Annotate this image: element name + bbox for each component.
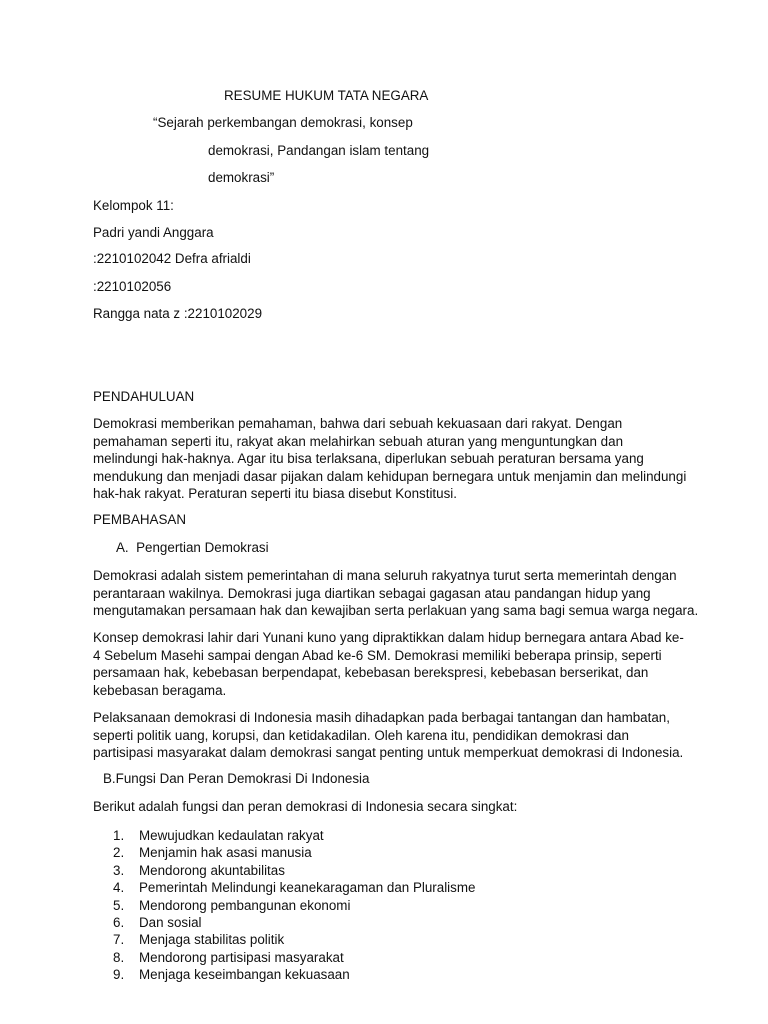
paragraph-line: Demokrasi memberikan pemahaman, bahwa dari sebuah kekuasaan dari rakyat. Dengan [93,416,623,431]
group-member: Rangga nata z :2210102029 [93,306,263,321]
list-item [113,931,475,948]
section-heading-discussion: PEMBAHASAN [93,512,187,527]
paragraph-line: partisipasi masyarakat dalam demokrasi sangat penting untuk memperkuat demokrasi di Indonesia. [93,745,684,760]
functions-list [113,827,475,984]
subtitle-line: “Sejarah perkembangan demokrasi, konsep [153,115,413,130]
subtitle-line: demokrasi, Pandangan islam tentang [208,143,430,158]
paragraph-line: hak-hak rakyat. Peraturan seperti itu biasa disebut Konstitusi. [93,486,457,501]
list-item [113,879,475,896]
paragraph-line: perantaraan wakilnya. Demokrasi juga diartikan sebagai gagasan atau pandangan hidup yang [93,585,651,601]
subsection-heading-b: B.Fungsi Dan Peran Demokrasi Di Indonesia [103,771,370,786]
list-item [113,827,475,844]
paragraph-line: melindungi hak-haknya. Agar itu bisa terlaksana, diperlukan sebuah peraturan bersama yang [93,451,644,466]
list-item [113,966,475,983]
intro-paragraph [93,415,687,503]
list-item [113,862,475,879]
paragraph-line: pemahaman seperti itu, rakyat akan melahirkan sebuah aturan yang menguntungkan dan [93,433,624,449]
list-number: 8. [113,949,125,965]
list-text: Mewujudkan kedaulatan rakyat [139,828,324,843]
section-b-intro: Berikut adalah fungsi dan peran demokrasi di Indonesia secara singkat: [93,799,518,814]
list-number: 5. [113,897,125,913]
list-number: 3. [113,862,125,878]
paragraph-line: seperti politik uang, korupsi, dan ketidakadilan. Oleh karena itu, pendidikan demokrasi dan [93,727,629,743]
list-text: Mendorong akuntabilitas [139,862,285,878]
paragraph-line: Pelaksanaan demokrasi di Indonesia masih dihadapkan pada berbagai tantangan dan hambatan, [93,710,670,725]
list-item [113,914,475,931]
paragraph-line: persamaan hak, kebebasan berpendapat, kebebasan berekspresi, kebebasan berserikat, dan [93,665,649,680]
group-member: Padri yandi Anggara [93,225,214,240]
document-title: RESUME HUKUM TATA NEGARA [224,88,429,103]
list-text: Menjaga stabilitas politik [139,932,285,948]
list-item [113,897,475,914]
list-number: 7. [113,932,125,948]
paragraph-line: 4 Sebelum Masehi sampai dengan Abad ke-6 SM. Demokrasi memiliki beberapa prinsip, seperti [93,647,662,663]
subtitle-line: demokrasi” [208,170,275,185]
paragraph-line: Konsep demokrasi lahir dari Yunani kuno yang dipraktikkan dalam hidup bernegara antara Abad ke- [93,630,684,645]
section-a-paragraph [93,567,699,620]
list-text: Mendorong partisipasi masyarakat [139,949,344,965]
list-item [113,949,475,966]
paragraph-line: kebebasan beragama. [93,682,227,698]
group-label: Kelompok 11: [93,198,174,213]
list-number: 9. [113,967,125,983]
list-number: 2. [113,845,125,861]
list-item [113,844,475,861]
section-heading-intro: PENDAHULUAN [93,389,195,404]
group-member: :2210102056 [93,279,172,294]
paragraph-line: mendukung dan menjadi dasar pijakan dalam kehidupan bernegara untuk menjamin dan melindungi [93,468,687,484]
list-text: Mendorong pembangunan ekonomi [139,897,351,913]
list-text: Menjaga keseimbangan kekuasaan [139,967,350,983]
list-text: Pemerintah Melindungi keanekaragaman dan Pluralisme [139,880,476,896]
section-a-paragraph [93,709,684,762]
subsection-heading-a: A. Pengertian Demokrasi [116,540,269,555]
section-a-paragraph [93,629,684,699]
list-text: Menjamin hak asasi manusia [139,845,312,861]
list-number: 6. [113,914,125,930]
list-number: 4. [113,880,125,896]
paragraph-line: Demokrasi adalah sistem pemerintahan di mana seluruh rakyatnya turut serta memerintah dengan [93,568,677,583]
list-text: Dan sosial [139,914,202,930]
paragraph-line: mengutamakan persamaan hak dan kewajiban serta perlakuan yang sama bagi semua warga negara. [93,603,699,618]
list-number: 1. [113,828,125,843]
group-member: :2210102042 Defra afrialdi [93,251,251,266]
